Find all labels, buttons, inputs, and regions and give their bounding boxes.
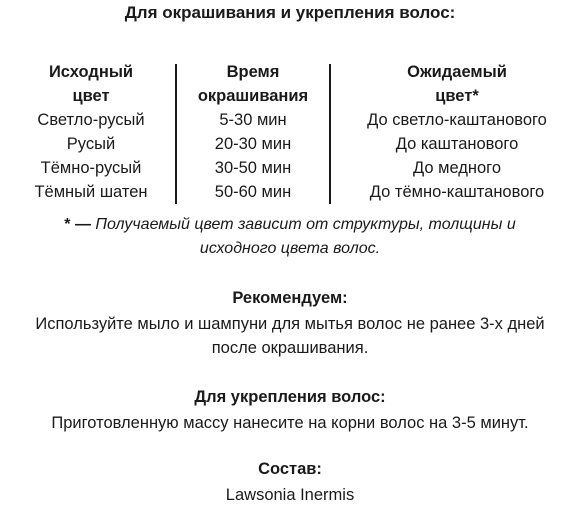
table-cell: 30-50 мин [214,159,292,177]
column-divider [175,64,177,204]
table-cell: Тёмно-русый [40,159,142,177]
footnote-line-2: исходного цвета волос. [199,240,381,257]
table-cell: Тёмный шатен [34,183,148,201]
table-cell: До тёмно-каштанового [369,183,545,201]
table-cell: Светло-русый [37,111,145,129]
table-cell: 20-30 мин [214,135,292,153]
table-cell: 50-60 мин [214,183,292,201]
table-cell: 5-30 мин [219,111,287,129]
coloring-table [0,60,580,210]
table-cell: Русый [66,135,116,153]
column-header-expected-color: Ожидаемый цвет* [407,63,507,105]
column-initial-color [10,60,172,204]
page-title: Для окрашивания и укрепления волос: [124,3,456,22]
strengthen-text: Приготовленную массу нанесите на корни волос на 3-5 минут. [51,414,529,432]
column-divider [329,64,331,204]
recommend-line-2: после окрашивания. [211,339,369,357]
table-cell: До каштанового [395,135,519,153]
table-cell: До медного [412,159,502,177]
column-header-initial-color: Исходный цвет [48,63,134,105]
composition-text: Lawsonia Inermis [225,486,355,504]
table-cell: До светло-каштанового [367,111,547,129]
footnote-marker: * — [64,216,91,233]
recommend-title: Рекомендуем: [232,289,348,307]
recommend-line-1: Используйте мыло и шампуни для мытья волос не ранее 3-х дней [35,315,545,333]
composition-title: Состав: [258,460,322,478]
column-expected-color [334,60,580,204]
footnote-line-1: Получаемый цвет зависит от структуры, толщины и [95,216,516,233]
column-header-time: Время окрашивания [197,63,309,105]
column-time [180,60,326,204]
recommend-text [0,312,580,360]
strengthen-title: Для укрепления волос: [194,388,386,406]
footnote [0,213,580,261]
